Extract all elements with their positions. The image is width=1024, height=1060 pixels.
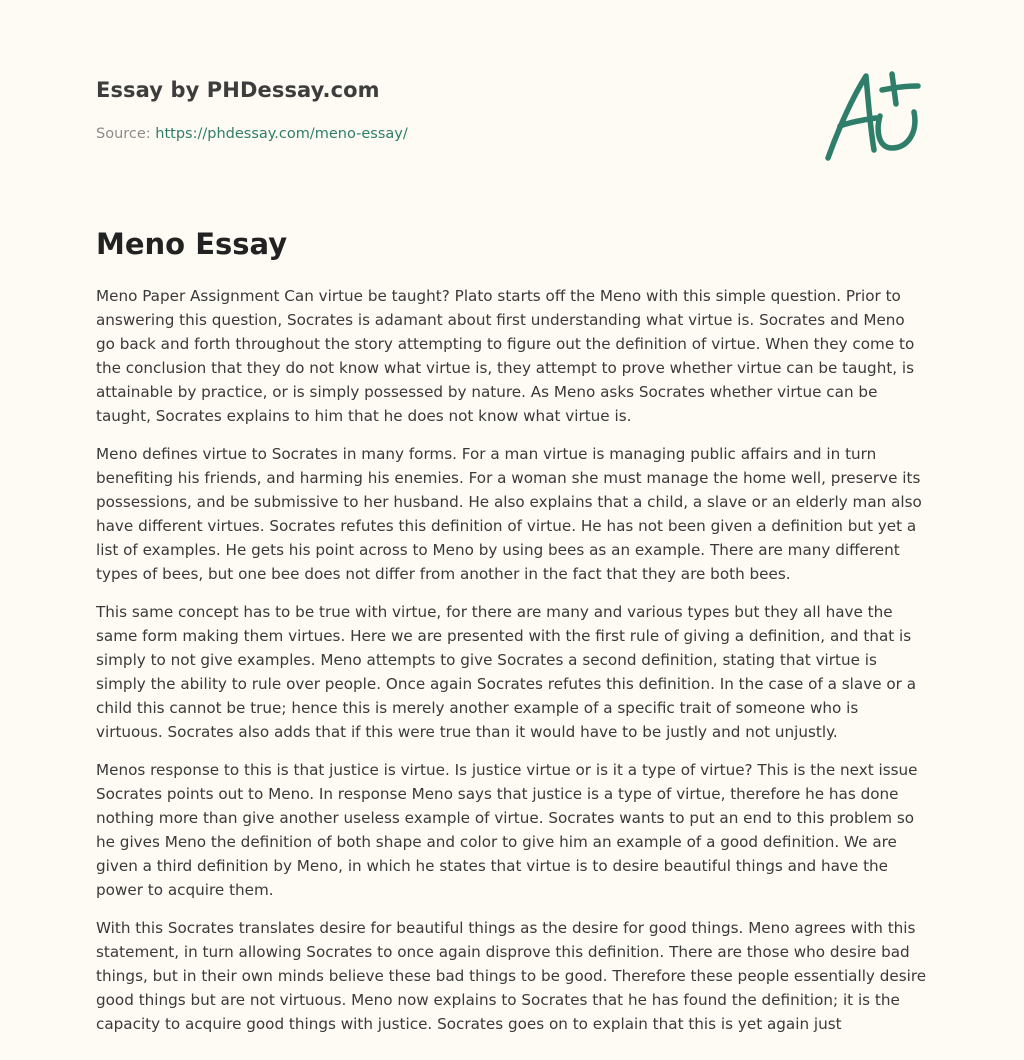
essay-paragraph: Menos response to this is that justice is virtue. Is justice virtue or is it a type of virtue? This is the next issue Socrates points out to Meno. In response Meno says that justice is a type of virtue, therefore he has done nothing more than give another useless example of virtue. Socrates wants to put an end to this problem so he gives Meno the definition of both shape and color to give him an example of a good definition. We are given a third definition by Meno, in which he states that virtue is to desire beautiful things and have the power to acquire them.	[96, 761, 918, 899]
page-title: Meno Essay	[96, 227, 288, 261]
source-link[interactable]: https://phdessay.com/meno-essay/	[155, 126, 408, 142]
essay-paragraph: With this Socrates translates desire for beautiful things as the desire for good things. Meno agrees with this statement, in turn allowing Socrates to once again disprove this definition. There are those who desire bad things, but in their own minds believe these bad things to be good. Therefore these people essentially desire good things but are not virtuous. Meno now explains to Socrates that he has found the definition; it is the capacity to acquire good things with justice. Socrates goes on to explain that this is yet again just	[96, 919, 927, 1033]
source-label: Source:	[96, 126, 151, 142]
site-brand: Essay by PHDessay.com	[96, 78, 380, 102]
essay-paragraph: This same concept has to be true with virtue, for there are many and various types but they all have the same form making them virtues. Here we are presented with the first rule of giving a definition, and that is simply to not give examples. Meno attempts to give Socrates a second definition, stating that virtue is simply the ability to rule over people. Once again Socrates refutes this definition. In the case of a slave or a child this cannot be true; hence this is merely another example of a specific trait of someone who is virtuous. Socrates also adds that if this were true than it would have to be justly and not unjustly.	[96, 603, 917, 741]
page-header	[96, 74, 928, 174]
essay-paragraph: Meno Paper Assignment Can virtue be taught? Plato starts off the Meno with this simple question. Prior to answering this question, Socrates is adamant about first understanding what virtue is. Socrates and Meno go back and forth throughout the story attempting to figure out the definition of virtue. When they come to the conclusion that they do not know what virtue is, they attempt to prove whether virtue can be taught, is attainable by practice, or is simply possessed by nature. As Meno asks Socrates whether virtue can be taught, Socrates explains to him that he does not know what virtue is.	[96, 287, 915, 425]
essay-body	[96, 284, 928, 1050]
source-line	[96, 124, 928, 144]
a-plus-grade-icon	[822, 68, 926, 164]
essay-paragraph: Meno defines virtue to Socrates in many forms. For a man virtue is managing public affairs and in turn benefiting his friends, and harming his enemies. For a woman she must manage the home well, preserve its possessions, and be submissive to her husband. He also explains that a child, a slave or an elderly man also have different virtues. Socrates refutes this definition of virtue. He has not been given a definition but yet a list of examples. He gets his point across to Meno by using bees as an example. There are many different types of bees, but one bee does not differ from another in the fact that they are both bees.	[96, 445, 922, 583]
